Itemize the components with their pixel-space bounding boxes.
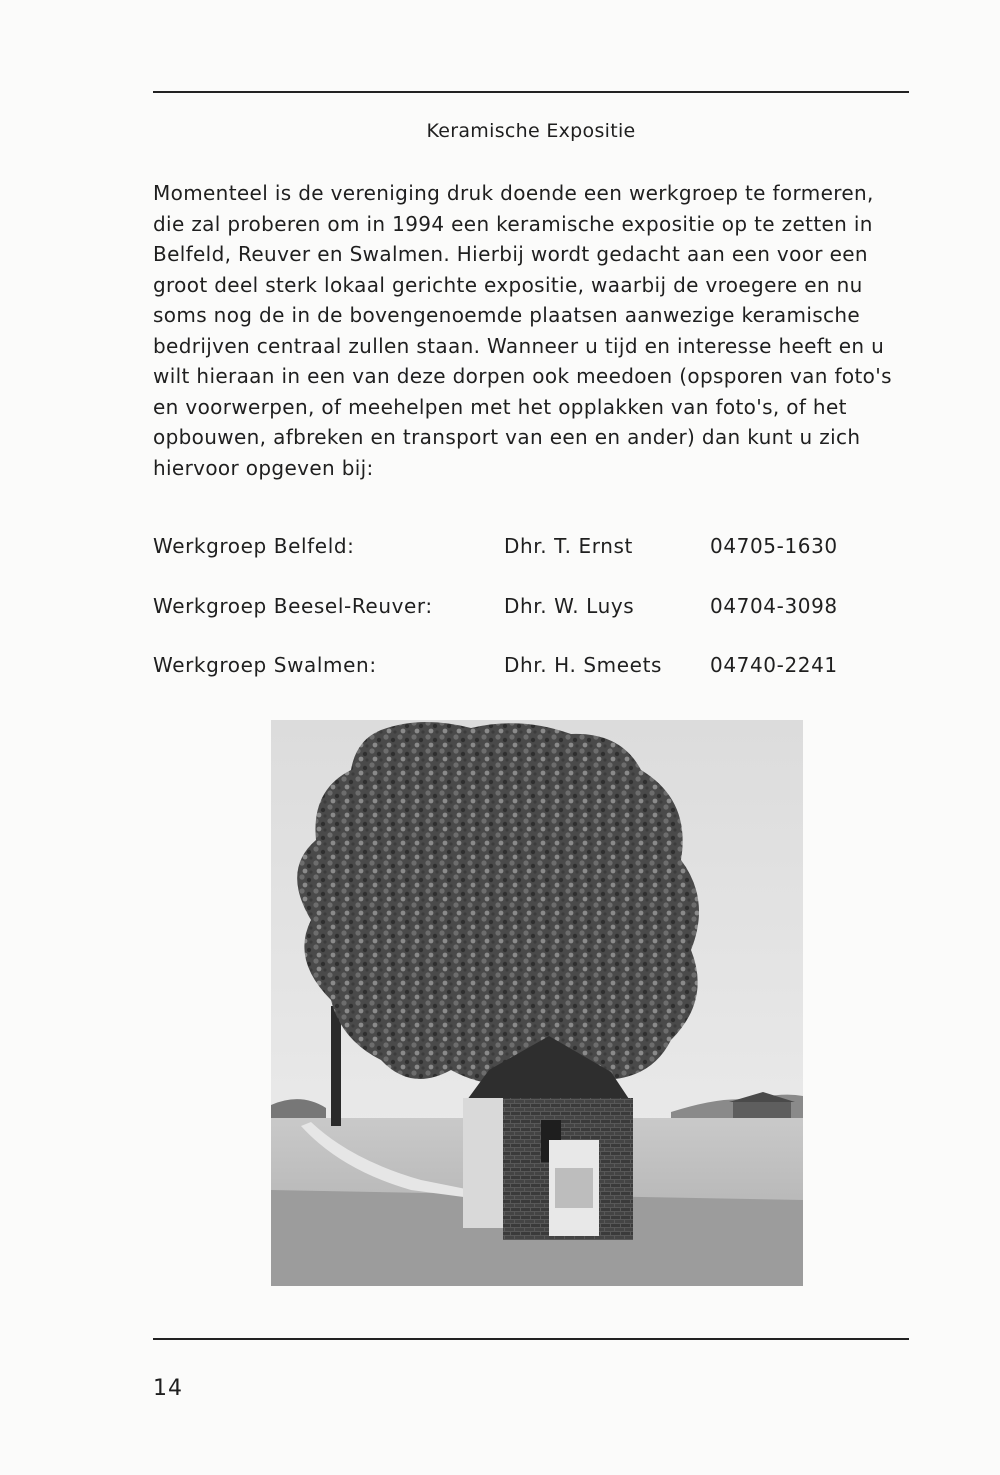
tree-trunk xyxy=(331,1006,341,1126)
contact-list xyxy=(153,534,893,713)
chapel-tree-photo xyxy=(271,720,803,1286)
contact-person: Dhr. H. Smeets xyxy=(504,653,663,677)
body-paragraph: Momenteel is de vereniging druk doende een werkgroep te formeren, die zal proberen om in 1994 een keramische expositie op te zetten in Belfeld, Reuver en Swalmen. Hierbij wordt gedacht aan een voor een groot deel sterk lokaal gerichte expositie, waarbij de vroegere en nu soms nog de in de bovengenoemde plaatsen aanwezige keramische bedrijven centraal zullen staan. Wanneer u tijd en interesse heeft en u wilt hieraan in een van deze dorpen ook meedoen (opsporen van foto's en voorwerpen, of meehelpen met het opplakken van foto's, of het opbouwen, afbreken en transport van een en ander) dan kunt u zich hiervoor opgeven bij: xyxy=(153,181,892,480)
tree-canopy xyxy=(297,722,699,1086)
contact-person: Dhr. T. Ernst xyxy=(504,534,633,558)
page-number: 14 xyxy=(153,1376,183,1401)
contact-group: Werkgroep Beesel-Reuver: xyxy=(153,593,433,618)
contact-row xyxy=(153,534,893,594)
chapel-side-wall xyxy=(463,1098,503,1228)
contact-group: Werkgroep Swalmen: xyxy=(153,653,377,677)
top-rule xyxy=(153,91,909,93)
contact-phone: 04704-3098 xyxy=(710,593,838,618)
contact-person: Dhr. W. Luys xyxy=(504,593,635,618)
contact-row xyxy=(153,653,893,713)
page-title: Keramische Expositie xyxy=(426,120,636,142)
contact-group: Werkgroep Belfeld: xyxy=(153,534,355,558)
contact-phone: 04740-2241 xyxy=(710,653,838,677)
contact-row xyxy=(153,594,893,654)
contact-phone: 04705-1630 xyxy=(710,534,838,558)
bottom-rule xyxy=(153,1338,909,1340)
